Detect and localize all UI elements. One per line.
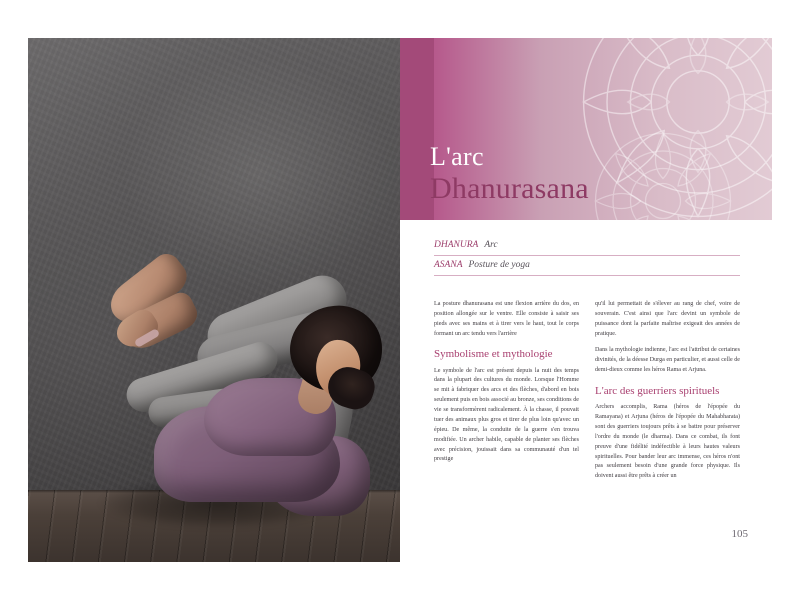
page-title bbox=[430, 144, 589, 204]
paragraph: Dans la mythologie indienne, l'arc est l'attribut de certaines divinités, de la déesse Durga en particulier, et aussi celle de demi-dieux comme les héros Rama et Arjuna. bbox=[595, 347, 740, 374]
paragraph: La posture dhanurasana est une flexion arrière du dos, en position allongée sur le ventre. Elle consiste à saisir ses pieds avec ses mains et à tirer vers le haut, tout le corps formant un arc tendu vers l'arrière bbox=[434, 301, 579, 337]
glossary-definition: Posture de yoga bbox=[468, 260, 530, 270]
paragraph: qu'il lui permettait de s'élever au rang de chef, voire de souverain. C'est ainsi que l'arc devint un symbole de puissance dont la parfaite maîtrise exigeait des années de pratique. bbox=[595, 301, 740, 337]
glossary-definition: Arc bbox=[484, 240, 498, 250]
body-columns bbox=[434, 300, 740, 489]
glossary-term: DHANURA bbox=[434, 240, 479, 250]
mandala-secondary-icon bbox=[588, 126, 738, 220]
column-right bbox=[595, 300, 740, 489]
glossary-term: ASANA bbox=[434, 260, 463, 270]
section-heading: Symbolisme et mythologie bbox=[434, 348, 553, 361]
page-number: 105 bbox=[731, 528, 748, 540]
yoga-practitioner-figure bbox=[28, 38, 400, 562]
text-page bbox=[400, 38, 772, 562]
title-line-1: L'arc bbox=[430, 142, 484, 171]
photo-page bbox=[28, 38, 400, 562]
glossary-list bbox=[434, 236, 740, 276]
title-band bbox=[400, 38, 772, 220]
glossary-row bbox=[434, 256, 740, 276]
title-line-2: Dhanurasana bbox=[430, 172, 589, 205]
paragraph: Le symbole de l'arc est présent depuis la nuit des temps dans la plupart des cultures du monde. Lorsque l'Homme se mit à fabriquer des arcs et des flèches, d'abord en bois seulement puis en bois associé au bronze, ses conditions de vie se transformèrent radicalement. À la chasse, il pouvait tuer des animaux plus gros et tirer de plus loin qu'avec un épieu. De même, la conduite de la guerre s'en trouva modifiée. Un archer habile, capable de planter ses flèches avec précision, jouissait dans sa communauté d'un tel prestige bbox=[434, 367, 579, 463]
glossary-row bbox=[434, 236, 740, 256]
paragraph: Archers accomplis, Rama (héros de l'épopée du Ramayana) et Arjuna (héros de l'épopée du Mahabharata) sont des guerriers toujours prêts à se battre pour préserver l'ordre du monde (le dharma). Dans ce combat, ils font preuve d'une fidélité indéfectible à leurs hautes valeurs spirituelles. Pour bander leur arc immense, ces héros n'ont pas seulement besoin d'une grande force physique. Ils doivent aussi être prêts à créer un bbox=[595, 404, 740, 480]
section-heading: L'arc des guerriers spirituels bbox=[595, 385, 720, 398]
column-left bbox=[434, 300, 579, 489]
band-left-stripe bbox=[400, 38, 434, 220]
